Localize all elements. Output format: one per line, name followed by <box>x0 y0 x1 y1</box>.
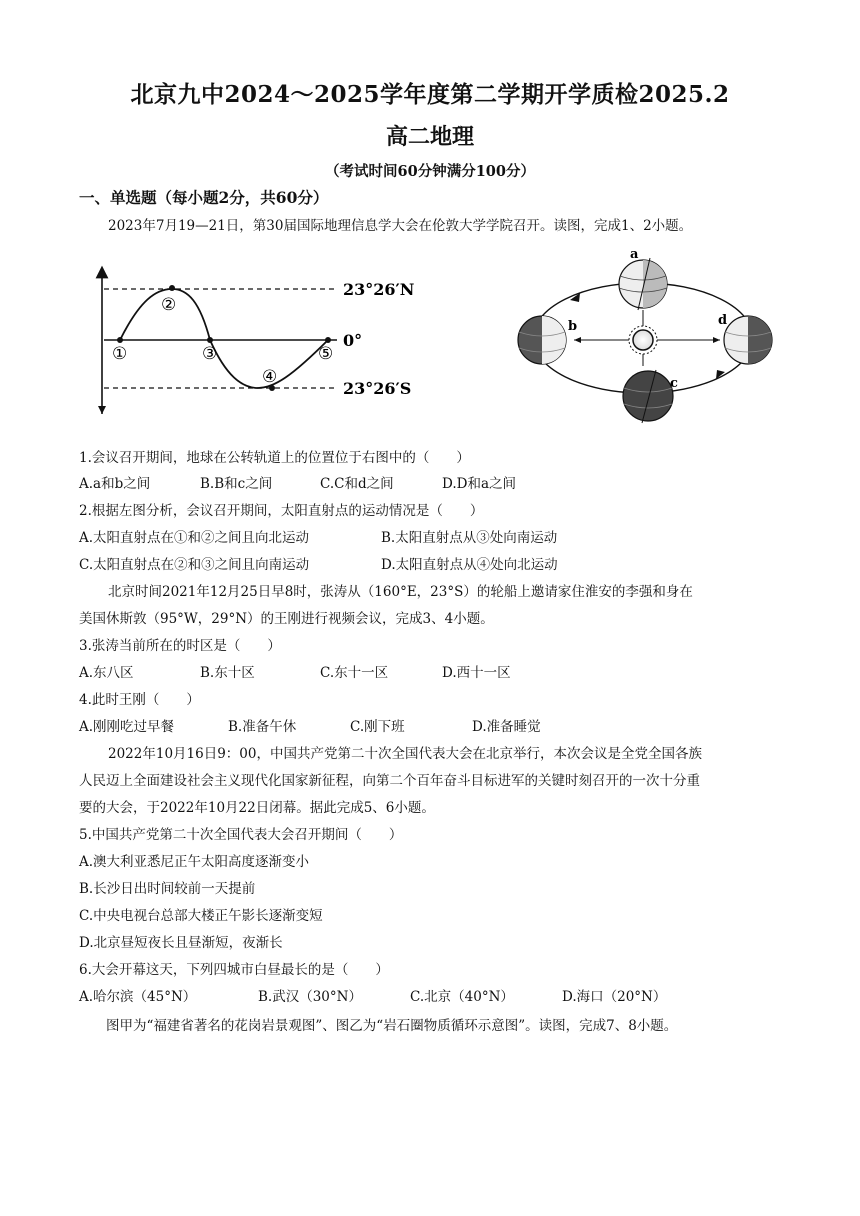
q2-option-a: A.太阳直射点在①和②之间且向北运动 <box>79 530 310 546</box>
sun-icon <box>629 326 657 354</box>
q2-stem: 2.根据左图分析，会议召开期间，太阳直射点的运动情况是（ ） <box>79 503 484 519</box>
q6-option-c: C.北京（40°N） <box>410 989 514 1005</box>
q4-option-b: B.准备午休 <box>228 719 297 735</box>
position-c-label: c <box>670 376 678 391</box>
sun-direct-point-curve-figure <box>92 262 415 420</box>
earth-position-c <box>623 370 673 423</box>
q3-option-b: B.东十区 <box>200 665 255 681</box>
earth-position-b <box>518 316 566 364</box>
earth-position-d <box>724 316 772 364</box>
lat-north-label: 23°26′N <box>343 280 415 299</box>
q3-stem: 3.张涛当前所在的时区是（ ） <box>79 638 281 654</box>
q6-stem: 6.大会开幕这天，下列四城市白昼最长的是（ ） <box>79 962 389 978</box>
q6-option-a: A.哈尔滨（45°N） <box>79 989 197 1005</box>
subject-title: 高二地理 <box>385 124 474 150</box>
q4-option-d: D.准备睡觉 <box>472 719 541 735</box>
position-a-label: a <box>630 247 639 262</box>
earth-orbit-figure <box>510 244 780 426</box>
q5-option-c: C.中央电视台总部大楼正午影长逐渐变短 <box>79 908 323 924</box>
q6-option-d: D.海口（20°N） <box>562 989 667 1005</box>
exam-title: 北京九中2024～2025学年度第二学期开学质检2025.2 <box>130 81 730 108</box>
q2-option-c: C.太阳直射点在②和③之间且向南运动 <box>79 557 310 573</box>
intro-q5-6-line2: 人民迈上全面建设社会主义现代化国家新征程，向第二个百年奋斗目标进军的关键时刻召开的一次十分重 <box>79 773 700 789</box>
q1-stem: 1.会议召开期间，地球在公转轨道上的位置位于右图中的（ ） <box>79 450 470 466</box>
q2-option-d: D.太阳直射点从④处向北运动 <box>381 557 558 573</box>
point-2-label: ② <box>161 295 177 315</box>
q1-option-a: A.a和b之间 <box>79 476 151 492</box>
q4-option-a: A.刚刚吃过早餐 <box>79 719 175 735</box>
intro-q1-2: 2023年7月19—21日，第30届国际地理信息学大会在伦敦大学学院召开。读图，完成1、2小题。 <box>108 218 693 234</box>
section-heading: 一、单选题（每小题2分，共60分） <box>79 188 329 207</box>
q5-stem: 5.中国共产党第二十次全国代表大会召开期间（ ） <box>79 827 403 843</box>
q5-option-d: D.北京昼短夜长且昼渐短，夜渐长 <box>79 935 283 951</box>
intro-q5-6-line1: 2022年10月16日9：00，中国共产党第二十次全国代表大会在北京举行，本次会议是全党全国各族 <box>108 746 702 762</box>
sun-point-curve <box>120 289 328 388</box>
exam-note: （考试时间60分钟满分100分） <box>325 163 535 180</box>
q3-option-c: C.东十一区 <box>320 665 389 681</box>
q5-option-b: B.长沙日出时间较前一天提前 <box>79 881 256 897</box>
intro-q5-6-line3: 要的大会，于2022年10月22日闭幕。据此完成5、6小题。 <box>79 800 435 816</box>
q4-stem: 4.此时王刚（ ） <box>79 692 200 708</box>
point-4-label: ④ <box>262 367 278 387</box>
q2-option-b: B.太阳直射点从③处向南运动 <box>381 530 558 546</box>
q6-option-b: B.武汉（30°N） <box>258 989 362 1005</box>
intro-q7-8: 图甲为“福建省著名的花岗岩景观图”、图乙为“岩石圈物质循环示意图”。读图，完成7、8小题。 <box>106 1018 678 1034</box>
q3-option-d: D.西十一区 <box>442 665 511 681</box>
point-3-label: ③ <box>202 344 218 364</box>
q3-option-a: A.东八区 <box>79 665 134 681</box>
q1-option-b: B.B和c之间 <box>200 476 273 492</box>
position-d-label: d <box>718 313 728 328</box>
position-b-label: b <box>568 319 578 334</box>
point-1-label: ① <box>112 344 128 364</box>
q5-option-a: A.澳大利亚悉尼正午太阳高度逐渐变小 <box>79 854 310 870</box>
q1-option-c: C.C和d之间 <box>320 476 394 492</box>
intro-q3-4-line2: 美国休斯敦（95°W，29°N）的王刚进行视频会议，完成3、4小题。 <box>79 611 494 627</box>
q4-option-c: C.刚下班 <box>350 719 405 735</box>
intro-q3-4-line1: 北京时间2021年12月25日早8时，张涛从（160°E，23°S）的轮船上邀请家住淮安的李强和身在 <box>108 584 693 600</box>
lat-equator-label: 0° <box>343 331 363 350</box>
lat-south-label: 23°26′S <box>343 379 412 398</box>
point-5-label: ⑤ <box>318 344 334 364</box>
earth-position-a <box>619 258 667 310</box>
q1-option-d: D.D和a之间 <box>442 476 517 492</box>
